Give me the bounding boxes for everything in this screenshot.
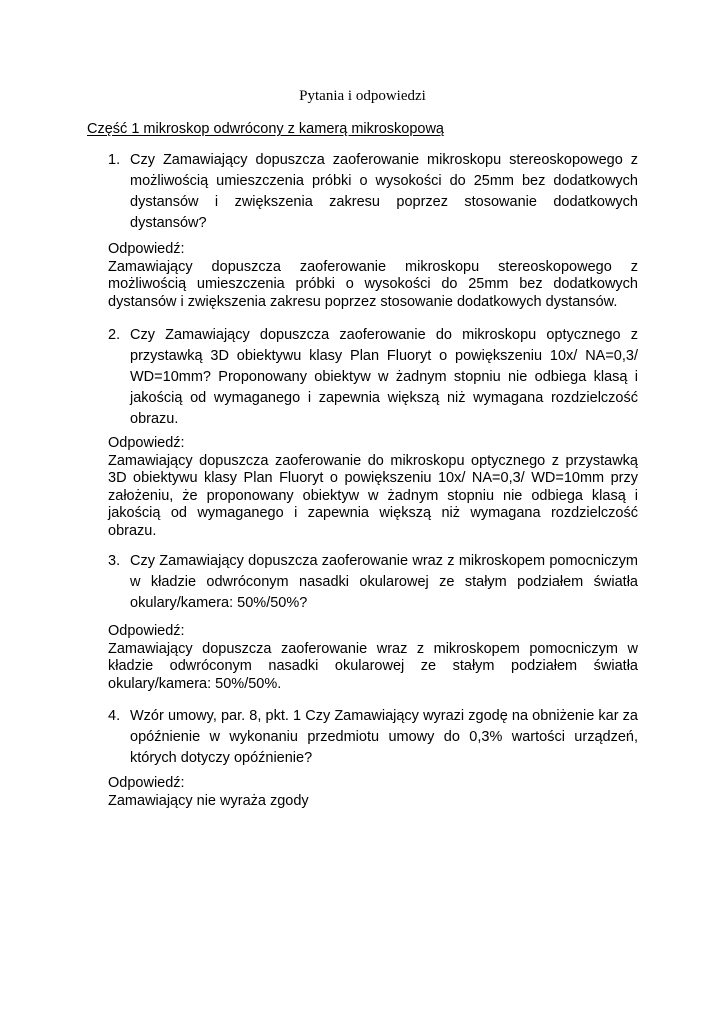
question-text: Czy Zamawiający dopuszcza zaoferowanie wraz z mikroskopem pomocniczym w kładzie odwróconym nasadki okularowej ze stałym podziałem światła okulary/kamera: 50%/50%? <box>130 553 638 611</box>
answer-block <box>108 775 638 810</box>
answer-label: Odpowiedź: <box>108 241 185 257</box>
answer-label: Odpowiedź: <box>108 623 185 639</box>
question-item <box>108 150 638 234</box>
answer-text: Zamawiający dopuszcza zaoferowanie do mikroskopu optycznego z przystawką 3D obiektywu klasy Plan Fluoryt o powiększeniu 10x/ NA=0,3/ WD=10mm przy założeniu, że proponowany obiektyw w żadnym stopniu nie odbiega klasą i jakością od wymaganego i zapewnia większą niż wymagana rozdzielczość obrazu. <box>108 452 638 539</box>
question-item <box>108 551 638 614</box>
question-text: Czy Zamawiający dopuszcza zaoferowanie mikroskopu stereoskopowego z możliwością umieszczenia próbki o wysokości do 25mm bez dodatkowych dystansów i zwiększenia zakresu poprzez stosowanie dodatkowych dystansów? <box>130 152 638 231</box>
question-number: 2. <box>108 327 121 343</box>
answer-label: Odpowiedź: <box>108 435 185 451</box>
answer-label: Odpowiedź: <box>108 775 185 791</box>
answer-block <box>108 241 638 311</box>
answer-text: Zamawiający dopuszcza zaoferowanie wraz z mikroskopem pomocniczym w kładzie odwróconym nasadki okularowej ze stałym podziałem światła okulary/kamera: 50%/50%. <box>108 640 638 692</box>
answer-text: Zamawiający nie wyraża zgody <box>108 792 309 809</box>
question-text: Czy Zamawiający dopuszcza zaoferowanie do mikroskopu optycznego z przystawką 3D obiektywu klasy Plan Fluoryt o powiększeniu 10x/ NA=0,3/ WD=10mm? Proponowany obiektyw w żadnym stopniu nie odbiega klasą i jakością od wymaganego i zapewnia większą niż wymagana rozdzielczość obrazu. <box>130 327 638 427</box>
question-item <box>108 325 638 430</box>
answer-block <box>108 623 638 693</box>
answer-block <box>108 435 638 540</box>
question-number: 3. <box>108 553 121 569</box>
section-heading: Część 1 mikroskop odwrócony z kamerą mikroskopową <box>87 121 444 137</box>
question-number: 4. <box>108 708 121 724</box>
question-text: Wzór umowy, par. 8, pkt. 1 Czy Zamawiający wyrazi zgodę na obniżenie kar za opóźnienie w wykonaniu przedmiotu umowy do 0,3% wartości urządzeń, których dotyczy opóźnienie? <box>130 708 638 766</box>
question-number: 1. <box>108 152 121 168</box>
document-title: Pytania i odpowiedzi <box>299 88 426 104</box>
answer-text: Zamawiający dopuszcza zaoferowanie mikroskopu stereoskopowego z możliwością umieszczenia próbki o wysokości do 25mm bez dodatkowych dystansów i zwiększenia zakresu poprzez stosowanie dodatkowych dystansów. <box>108 258 638 310</box>
question-item <box>108 706 638 769</box>
